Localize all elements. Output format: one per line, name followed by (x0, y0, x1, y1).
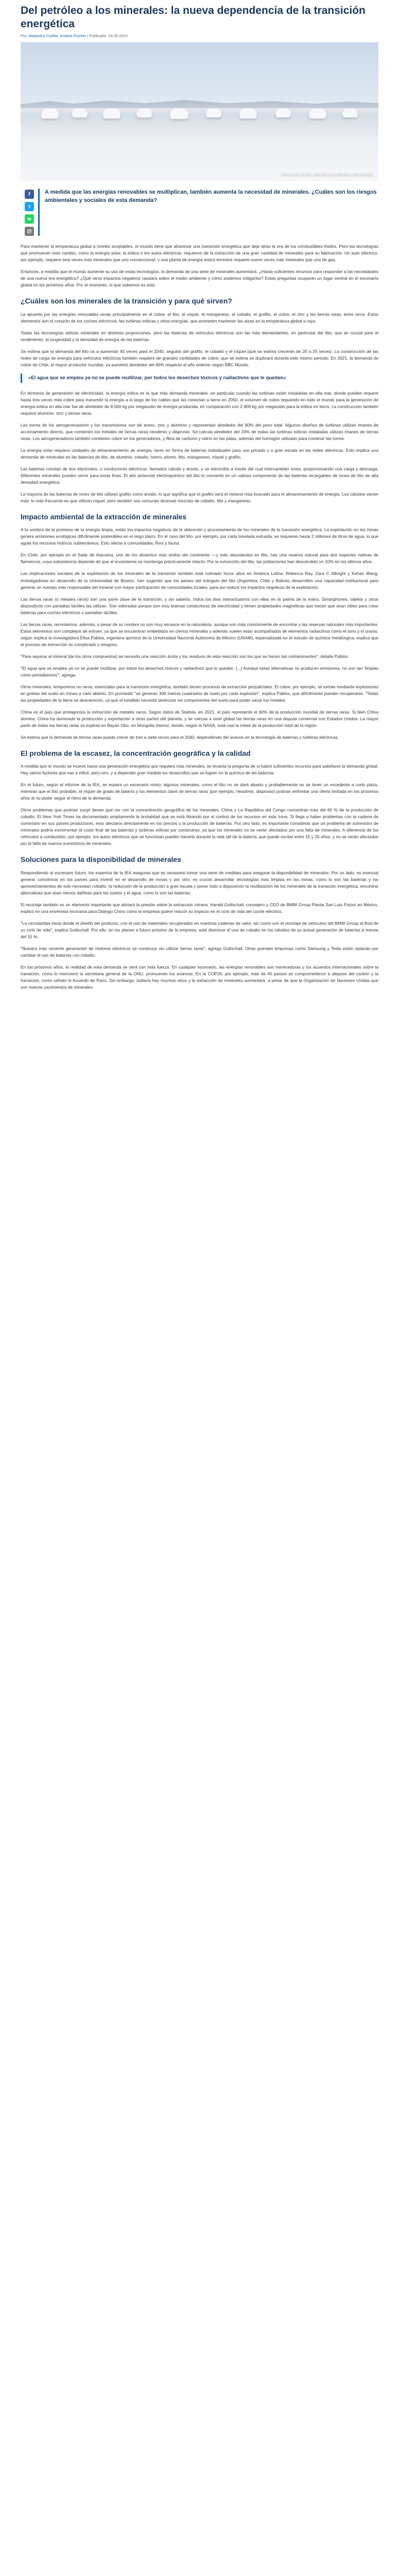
paragraph: En los próximos años, la realidad de esta demanda se verá con más fuerza. En cualquier escenario, las energías renovables son merecedoras y los acuerdos internacionales sobre la transición, como lo mencionó la secretaria general de la ONU, promueven los avances. En la COP26, por ejemplo, más de 40 países se comprometieron a alejarse del carbón y la transición, como señaló el Acuerdo de París. Sin embargo, todavía hay muchos retos y la extracción de minerales aumentará, a pesar de que la Organización de Naciones Unidas que son nuevos yacimientos de minerales. (21, 964, 378, 990)
author-link-2[interactable]: Andrea Fischer (60, 33, 86, 39)
email-icon[interactable]: @ (25, 227, 34, 236)
byline (21, 33, 378, 41)
paragraph: Para mantener la temperatura global a niveles aceptables, el mundo tiene que atravesar una transición energética que deje atrás la era de los combustibles fósiles. Pero las tecnologías que promueven este cambio, como la energía solar, la eólica o los autos eléctricos, requieren de la extracción de una gran cantidad de minerales para su fabricación. Un auto eléctrico, por ejemplo, requiere seis veces más minerales que uno convencional, y una planta de energía eólica terrestre requiere nueve veces más minerales que una de gas. (21, 244, 378, 263)
paragraph: Las tierras raras, recordemos, además, a pesar de su nombre no son muy escasos en la naturaleza, aunque son más comúnmente de encontrar y las reservas naturales más importantes. Estos elementos son complejos de extraer, ya que se encuentran embebidos en ciertos minerales y además suelen estar acompañados de elementos radiactivos como el torio y el uranio, según explica la investigadora Elisa Pablos, ingeniera química de la Universidad Nacional Autónoma de México (UNAM), especializada en el estudio de química metalúrgica, explica que el proceso de extracción es complicado y riesgoso. (21, 621, 378, 647)
salt-pile (72, 108, 88, 117)
twitter-icon[interactable]: t (25, 202, 34, 211)
paragraph: Respondiendo al escenario futuro, los expertos de la IEA aseguran que es necesario tomar una serie de medidas para asegurar la disponibilidad de minerales. Por un lado, es esencial generar conciencia en los países para invertir en el desarrollo de minas y por otro, es crucial desarrollar tecnologías más limpias en las minas, como lo son las baterías y los aprovechamientos de solo necesitan cobalto, la reducción de la producción a gran escala y poner todo a disposición la reutilización de los minerales de la transición energética, encontrar alternativas que sean menos dañinas para los suelos y el agua, como lo son las baterías. (21, 870, 378, 896)
paragraph: Otros problemas que podrían surgir tienen que ver con la concentración geográfica de los minerales. China y La República del Congo concentran más del 60 % de la producción de cobalto, El New York Times ha documentado ampliamente la brutalidad que se está librando por el control de los recursos en esta zona. Si llega a haber problemas con la cadena de suministro en sus países productores, esto afectaría directamente en los precios y la producción de baterías. Por otro lado, es importante considerar que un problema de suministro de minerales podría incrementar el costo final de las baterías y turbinas eólicas por construirse, ya que los minerales no se verán afectados por una falta de minerales. A diferencia de los vehículos a combustión, por ejemplo, los autos eléctricos que se funcionan pueden hacerlo durante la vida útil de la batería, que puede oscilar entre 15 y 20 años, y no se verán afectados por la falta de nuevos suministros de minerales. (21, 807, 378, 846)
paragraph: Las tierras raras (o metales raros) son una parte clave de la transición, y sin saberlo, todos los días interactuamos con ellas en la palma de la mano. Smartphones, tablets y otros dispositivos con pantallas táctiles las utilizan. Son valoradas porque son muy buenas conductoras de electricidad y tienen propiedades magnéticas que hacen que sean útiles para crear baterías para coches eléctricos o pantallas táctiles. (21, 596, 378, 615)
section-heading: Impacto ambiental de la extracción de minerales (21, 512, 187, 521)
salt-pile (309, 108, 326, 118)
paragraph: En Chile, por ejemplo en el Salar de Atacama, uno de los desiertos más áridos del continente —y más abundantes en litio, hay una reserva natural para dos especies nativas de flamencos, cuya subsistencia depende de que el ecosistema se mantenga prácticamente intacto. Por la extracción del litio, las poblaciones han descendido un 10% en los últimos años. (21, 552, 378, 565)
paragraph: En el futuro, según el informe de la IEA, se espera un escenario mixto: algunos minerales, como el litio no se dará abasto y probablemente no se tener un excedente a corto plazo, mientras que el litio probable, el níquel de grado de batería y los elementos clave de tierras raras (por ejemplo, neodimio, disprosio) podrían enfrentar una oferta limitada en los próximos años al no poder seguir el ritmo de la demanda. (21, 782, 378, 801)
salt-pile (170, 108, 188, 119)
salt-pile (41, 108, 59, 118)
publish-date: | Publicado: 28.06.2023 (87, 33, 128, 39)
facebook-icon[interactable]: f (25, 190, 34, 199)
hero-image (21, 42, 378, 181)
salt-pile (206, 108, 221, 117)
author-separator: , (58, 33, 59, 39)
whatsapp-icon[interactable]: w (25, 214, 34, 224)
paragraph: Otros minerales, temporeros no raros, esenciales para la transición energética, también tienen procesos de extracción perjudiciales. El cobre, por ejemplo, se extrae mediante explosiones en grietas del suelo en minas a cielo abierto. En promedio "se generan 300 metros cuadrados de suelo por cada explosión", explica Pablos, que difícilmente pueden recuperarse. "Todas las propiedades de la tierra se desvanecen, ya que el estallido necesita destrozar los componentes del suelo para poder sacar los metales. (21, 684, 378, 703)
article-page (0, 0, 399, 1016)
paragraph: La apuesta por las energías renovables recae principalmente en el cobre, el litio, el níquel, el manganeso, el cobalto, el grafito, el cobre, el zinc y las tierras raras, entre otros. Estos elementos son el corazón de los coches eléctricos, las turbinas eólicas y otras energías, que prometen mantener las alzas en la temperatura global a raya. (21, 311, 378, 324)
salt-pile (275, 108, 291, 117)
salt-pile (136, 108, 152, 117)
lead-section (21, 189, 378, 236)
paragraph: La mayoría de las baterías de iones de litio utilizan grafito como ánodo, lo que significa que el grafito será el mineral más buscado para el almacenamiento de energía. Los cátodos varían más: lo más frecuente es que utilicen níquel, pero también son comunes diversas mezclas de cobalto, litio y manganeso. (21, 491, 378, 503)
paragraph: Se estima que la demanda del litio va a aumentar 40 veces para el 2040, seguido del grafito, el cobalto y el níquel (que se estima crecerán de 20 a 25 veces). La construcción de las redes de carga de energía para vehículos eléctricos también requiere de grandes cantidades de cobre, que se estima se duplicará durante este mismo periodo. En 2021, la demanda de cobre de Chile, el mayor productor mundial, ya aumentó alrededor del 80% respecto al año anterior según BBC Mundo. (21, 348, 378, 367)
hero-mountains (21, 98, 378, 108)
paragraph: "El agua que se emplea ya no se puede reutilizar, por todos los desechos tóxicos y radiactivos que le quedan. [...] Aunque estas alternativas no producen emisiones, no son tan 'limpias como pensábamos'", agrega. (21, 665, 378, 677)
author-link-1[interactable]: Alejandra Cuellar (28, 33, 58, 39)
paragraph: China es el país que protagoniza la extracción de metales raros. Según datos de Statista, en 2021, el país representó el 60% de la producción mundial de tierras raras. Si bien China domina, China ha dominado la producción y exportación a otras partes del planeta, y se calcula a nivel global las tierras raras en una disputa comercial con Estados Unidos. La mayor parte de todas las tierras raras se explota en Bayan Obo, en Mongolia Interior, donde, según la NASA, está casi la mitad de la producción total de la región. (21, 709, 378, 728)
pull-quote: «El agua que se emplea ya no se puede reutilizar, por todos los desechos tóxicos y radiactivos que le quedan» (21, 374, 378, 383)
paragraph: La energía solar requiere unidades de almacenamiento de energía, tanto en forma de baterías individuales para uso privado y a gran escala en las redes eléctricas. Esto implica una demanda de minerales en las baterías de litio, de aluminio, cobalto, hierro, plomo, litio, manganeso, níquel y grafito. (21, 447, 378, 460)
paragraph: "Nuestra más reciente generación de motores eléctricos se construye sin utilizar tierras raras", agrega Gottschall. Otras grandes empresas como Samsung y Tesla están optando por cambiar el uso de baterías con cobalto. (21, 946, 378, 958)
salt-pile (239, 108, 257, 118)
article-title: Del petróleo a los minerales: la nueva dependencia de la transición energética (21, 5, 366, 30)
section-heading: ¿Cuáles son los minerales de la transición y para qué sirven? (21, 297, 232, 306)
section-heading: Soluciones para la disponibilidad de minerales (21, 855, 181, 864)
paragraph: Se estima que la demanda de tierras raras puede crecer de tres a siete veces para el 2040, dependiendo del avance en la tecnología de baterías y turbinas eléctricas. (21, 734, 339, 740)
paragraph: Las torres de los aerogeneradores y los transmisores son de acero, zinc y aluminio y representan alrededor del 80% del peso total. Algunos diseños de turbinas utilizan imanes de accionamiento directo, que contienen los metales de tierras raras neodimio y disprosio. Se calcula alrededor del 20% de todas las turbinas eólicas instaladas utilizan imanes de tierras raras. Los aerogeneradores también contienen cobre en los generadores, y fibra de carbono y vidrio en las palas, además del hormigón utilizado para construir las torres. (21, 422, 378, 441)
paragraph: Entonces, a medida que el mundo aumente su uso de estas tecnologías, la demanda de una serie de minerales aumentará. ¿Hasta suficientes recursos para responder a las necesidades de una nueva era energética? ¿Qué otros impactos negativos causará sobre el medio ambiente y cómo podemos mitigarlos? Estas preguntas ocuparán un lugar central en el escenario global en los próximos años. Por el momento, lo que sabemos es esto. (21, 269, 378, 288)
paragraph: A medida que el mundo se mueve hacia una generación energética que requiere más minerales, se levanta la pregunta de si habrá suficientes recursos para satisfacer la demanda global. Hay varios factores que van a influir, pero uno, y a depender gran medida los desarrollos que se logren en la química de las baterías. (21, 764, 378, 776)
byline-prefix: Por: (21, 33, 28, 39)
paragraph: A la sombra de la promesa de la energía limpia, están los impactos negativos de la obtención y procesamiento de los minerales de la transición energética. La explotación en las minas genera emisiones ecológicas difícilmente sostenibles en el largo plazo. En el caso del litio, por ejemplo, por cada tonelada extraída, se requieren hasta 2 millones de litros de agua, lo que agota los recursos hídricos subterráneos. Esto afecta a comunidades, flora y fauna. (21, 527, 378, 546)
share-bar (21, 189, 38, 236)
article-body (21, 243, 378, 991)
paragraph: Todas las tecnologías utilizan minerales en distintas proporciones, pero las baterías de vehículos eléctricos son las más demandantes, en particular del litio, que se crucial para el rendimiento, la longevidad y la densidad de energía de las baterías. (21, 330, 378, 342)
article-lead: A medida que las energías renovables se multiplican, también aumenta la necesidad de minerales. ¿Cuáles son los riesgos ambientales y sociales de esta demanda? (38, 189, 378, 236)
hero-caption: Producción de litio, salar de Uyuni (Bolivia) / Shutterstock (282, 174, 373, 178)
salt-pile (342, 108, 358, 117)
paragraph: Las baterías constan de dos electrodos, o conductores eléctricos, llamados cátodo y ánodo, y un electrolito a través del cual intercambian iones, proporcionando una carga y descarga. Diferentes minerales pueden servir para estas fines. El alto potencial electroquímico del litio lo convierte en un valioso componente de las baterías recargables de iones de litio de alta densidad energética. (21, 466, 378, 485)
salt-pile (103, 108, 120, 118)
paragraph: El reciclaje también es un elemento importante que aliviará la presión sobre la extracción minera. Harald Gottschall, consejero y CEO de BMW Group Planta San Luis Potosí en México, explicó en una entrevista exclusiva para Diálogo Chino cómo la empresa quiere reducir su impacto en el ciclo de vida del coche eléctrico. (21, 902, 378, 914)
paragraph: Las implicaciones sociales de la explotación de los minerales de la transición también está colmado focos altos en América Latina. Rebecca Ray, Zara C Albright y Kehan Wang, investigadoras en desarrollo de la Universidad de Boston, han sugerido que los países del triángulo del litio (Argentina, Chile y Bolivia) desarrollen una capacidad institucional para generar un manejo más responsable del mineral con mayor participación de comunidades locales, para así reducir los impactos negativos de la explotación. (21, 571, 378, 590)
paragraph: "La circularidad inicia desde el diseño del producto, con el uso de materiales recuperados en nuestras cadenas de valor, así como con el reciclaje de vehículos del BMW Group al final de su ciclo de vida", explica Gottschall. Por ello, en los planes a futuro próximo de la empresa, está disminuir el uso de cobalto en los cátodos de su actual generación de baterías a menos del 15 %. (21, 921, 378, 940)
paragraph: "Para separar al mineral [de los otros compuestos] se necesita una reacción ácida y los residuos de esta reacción son los que se hacen tan contaminantes", detalla Pablos. (21, 653, 349, 659)
section-heading: El problema de la escasez, la concentración geográfica y la calidad (21, 749, 251, 757)
paragraph: En términos de generación de electricidad, la energía eólica es la que más demanda minerales, en particular cuando las turbinas están instaladas en alta mar, donde pueden requerir hasta tres veces más cobre para transmitir la energía a lo largo de los cables que las conectan a tierra en 2050, el volumen de cobre requerido en todo el mundo para la generación de energía eólica en alta mar fue de alrededor de 8.500 kg por megavatio de energía producida, en comparación con 2.900 kg por megavatio para la eólica en tierra. La construcción también requiere aluminio, zinc y tierras raras. (21, 390, 378, 416)
